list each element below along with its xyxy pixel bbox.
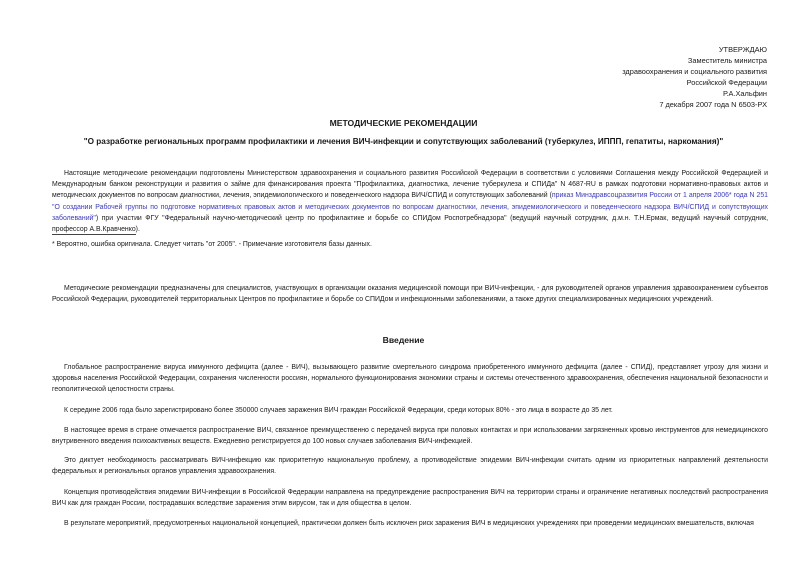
body-paragraph: К середине 2006 года было зарегистрировано более 350000 случаев заражения ВИЧ граждан Российской Федерации, среди которых 80% - это лица в возрасте до 35 лет. bbox=[64, 407, 613, 414]
approval-position: Заместитель министра bbox=[687, 56, 767, 65]
footnote: * Вероятно, ошибка оригинала. Следует читать "от 2005". - Примечание изготовителя базы данных. bbox=[52, 241, 372, 248]
intro-paragraph bbox=[52, 168, 768, 235]
purpose-paragraph: Методические рекомендации предназначены для специалистов, участвующих в организации оказания медицинской помощи при ВИЧ-инфекции, - для руководителей органов управления здравоохранением субъектов Российской Федерации, руководителей территориальных Центров по профилактике и борьбе со СПИДом и инфекционными заболеваниями, а также других специализированных медицинских учреждений. bbox=[52, 285, 768, 304]
section-heading: Введение bbox=[382, 335, 425, 345]
approval-country: Российской Федерации bbox=[686, 78, 767, 87]
body-paragraph: В настоящее время в стране отмечается распространение ВИЧ, связанное преимущественно с передачей вируса при половых контактах и при использовании загрязненных кровью инструментов для немедицинского внутривенного введения психоактивных веществ. Ежедневно регистрируется до 100 новых случаев заболевания ВИЧ-инфекцией. bbox=[52, 427, 768, 446]
approval-ministry: здравоохранения и социального развития bbox=[622, 67, 767, 76]
approval-date: 7 декабря 2007 года N 6503-РХ bbox=[659, 100, 767, 109]
document-subtitle: "О разработке региональных программ профилактики и лечения ВИЧ-инфекции и сопутствующих заболеваний (туберкулез, ИППП, гепатиты, наркомания)" bbox=[83, 137, 724, 146]
body-paragraph: Это диктует необходимость рассматривать ВИЧ-инфекцию как приоритетную национальную проблему, а противодействие эпидемии ВИЧ-инфекции считать одним из приоритетных направлений деятельности федеральных и региональных органов управления здравоохранения. bbox=[52, 457, 768, 476]
approval-signatory: Р.А.Хальфин bbox=[722, 89, 767, 98]
document-title: МЕТОДИЧЕСКИЕ РЕКОМЕНДАЦИИ bbox=[329, 118, 478, 128]
intro-text-start: Настоящие методические рекомендации подготовлены Министерством здравоохранения и социального развития Российской Федерации в соответствии с условиями Соглашения между Российской Федерацией и Международным банком реконструкции и развития о займе для финансирования проекта "Профилактика, диагностика, лечение туберкулеза и СПИДа" N 4687-RU в рамках подготовки нормативно-правовых актов и методических документов по вопросам диагностики, лечения, эпидемиологического и поведенческого надзора ВИЧ/СПИД и сопутствующих заболеваний ( bbox=[52, 170, 768, 200]
footnote-divider bbox=[52, 234, 136, 235]
body-paragraph: Концепция противодействия эпидемии ВИЧ-инфекции в Российской Федерации направлена на предупреждение распространения ВИЧ на территории страны и ограничение негативных последствий распространения ВИЧ как для граждан России, пострадавших вследствие заражения этим вирусом, так и для общества в целом. bbox=[52, 489, 768, 508]
body-paragraph: В результате мероприятий, предусмотренных национальной концепцией, практически должен быть исключен риск заражения ВИЧ в медицинских учреждениях при проведении медицинских вмешательств, включая bbox=[64, 520, 754, 527]
order-link[interactable]: приказ Минздравсоцразвития России от 1 апреля 2006* года N 251 "О создании Рабочей группы по подготовке нормативных правовых актов и методических документов по вопросам диагностики, лечения, эпидемиологического и поведенческого надзора ВИЧ/СПИД и сопутствующих заболеваний" bbox=[52, 192, 768, 222]
body-paragraph: Глобальное распространение вируса иммунного дефицита (далее - ВИЧ), вызывающего развитие смертельного синдрома приобретенного иммунного дефицита (далее - СПИД), представляет угрозу для жизни и здоровья населения Российской Федерации, сохранения численности россиян, нормального функционирования экономики страны и системы отечественного здравоохранения, обеспечения национальной безопасности и геополитической целостности страны. bbox=[52, 364, 768, 394]
intro-text-end: ) при участии ФГУ "Федеральный научно-методический центр по профилактике и борьбе со СПИДом Роспотребнадзора" (ведущий научный сотрудник, д.м.н. Т.Н.Ермак, ведущий научный сотрудник, профессор А.В.Кравченко). bbox=[52, 214, 768, 234]
approval-stamp: УТВЕРЖДАЮ bbox=[718, 45, 767, 54]
approval-block bbox=[622, 44, 767, 110]
